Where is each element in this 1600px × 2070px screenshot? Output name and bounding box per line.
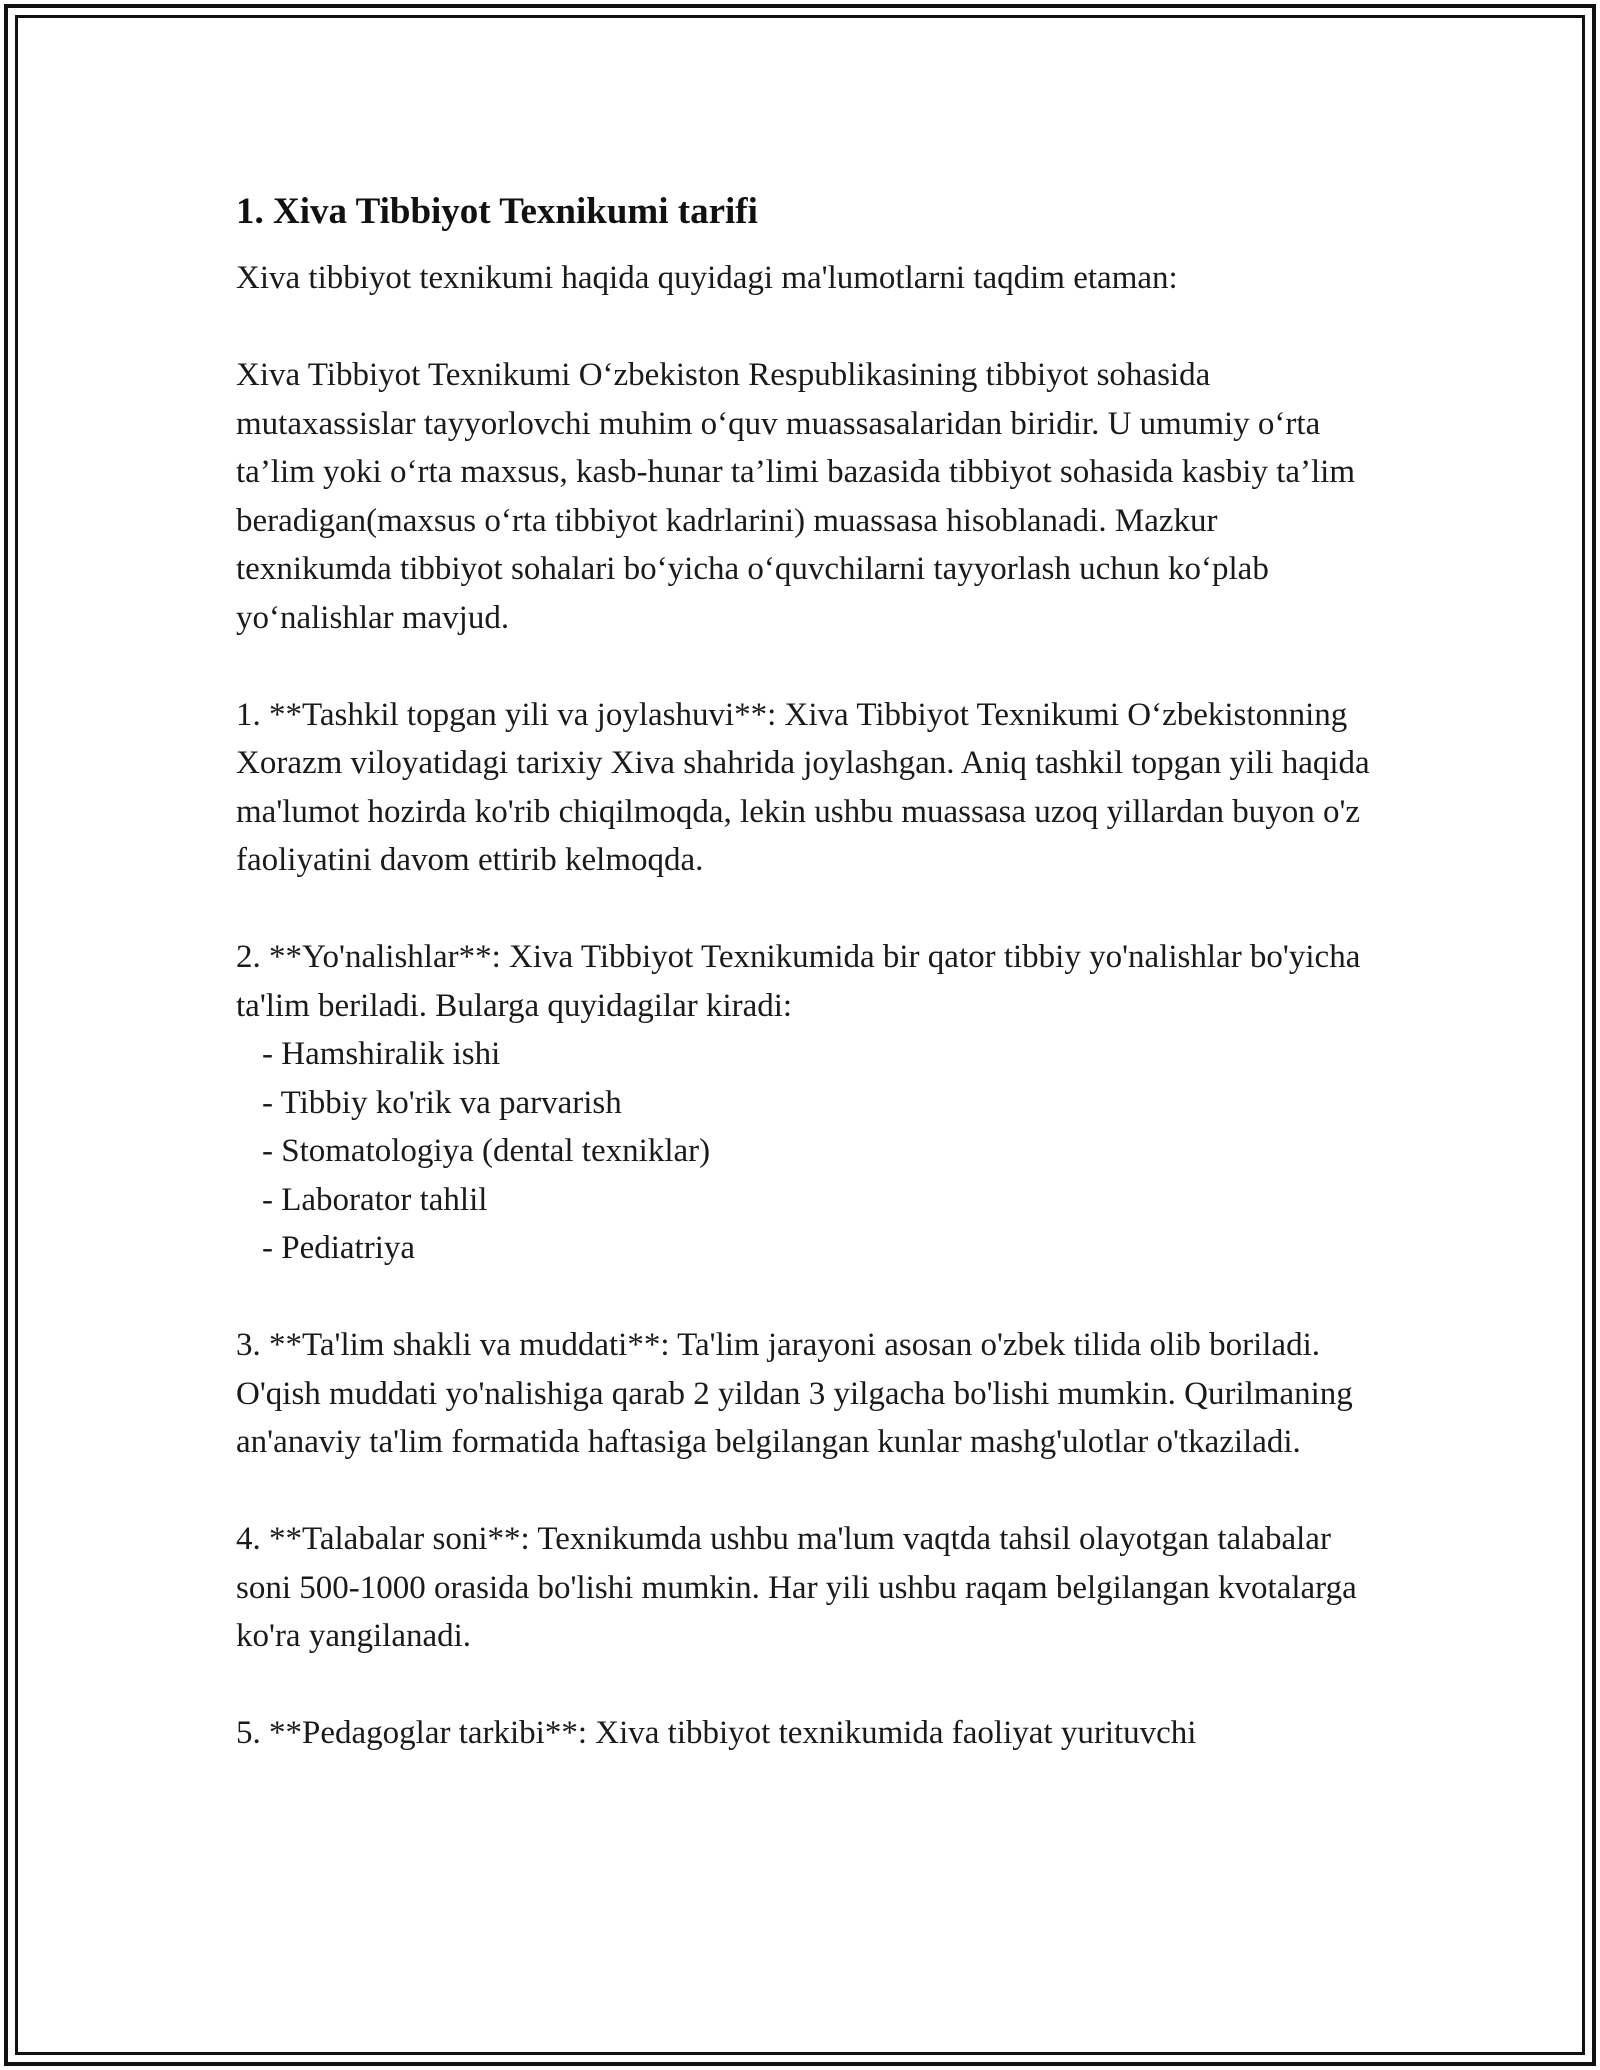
list-item: - Tibbiy ko'rik va parvarish xyxy=(262,1084,622,1121)
section-teaching-staff: 5. **Pedagoglar tarkibi**: Xiva tibbiyot texnikumida faoliyat yurituvchi xyxy=(236,1715,1197,1751)
list-item: - Laborator tahlil xyxy=(262,1181,488,1218)
list-item: - Stomatologiya (dental texniklar) xyxy=(262,1133,711,1169)
paragraph-gap xyxy=(236,642,1376,691)
intro-paragraph: Xiva tibbiyot texnikumi haqida quyidagi ma'lumotlarni taqdim etaman: xyxy=(236,260,1178,296)
document-heading: 1. Xiva Tibbiyot Texnikumi tarifi xyxy=(236,191,758,232)
paragraph-gap xyxy=(236,1467,1376,1516)
document-body xyxy=(236,186,1376,1758)
list-item: - Hamshiralik ishi xyxy=(262,1036,501,1072)
paragraph-gap xyxy=(236,1661,1376,1710)
list-item: - Pediatriya xyxy=(262,1230,416,1266)
section-directions: 2. **Yo'nalishlar**: Xiva Tibbiyot Texnikumida bir qator tibbiy yo'nalishlar bo'yicha ta'lim beriladi. Bularga quyidagilar kiradi: xyxy=(236,939,1361,1024)
section-location: 1. **Tashkil topgan yili va joylashuvi**: Xiva Tibbiyot Texnikumi O‘zbekistonning Xorazm viloyatidagi tarixiy Xiva shahrida joylashgan. Aniq tashkil topgan yili haqida ma'lumot hozirda ko'rib chiqilmoqda, lekin ushbu muassasa uzoq yillardan buyon o'z faoliyatini davom ettirib kelmoqda. xyxy=(236,696,1370,878)
section-student-count: 4. **Talabalar soni**: Texnikumda ushbu ma'lum vaqtda tahsil olayotgan talabalar soni 500-1000 orasida bo'lishi mumkin. Har yili ushbu raqam belgilangan kvotalarga ko'ra yangilanadi. xyxy=(236,1521,1357,1654)
overview-paragraph: Xiva Tibbiyot Texnikumi O‘zbekiston Respublikasining tibbiyot sohasida mutaxassislar tayyorlovchi muhim o‘quv muassasalaridan biridir. U umumiy o‘rta ta’lim yoki o‘rta maxsus, kasb-hunar ta’limi bazasida tibbiyot sohasida kasbiy ta’lim beradigan(maxsus o‘rta tibbiyot kadrlarini) muassasa hisoblanadi. Mazkur texnikumda tibbiyot sohalari bo‘yicha o‘quvchilarni tayyorlash uchun ko‘plab yo‘nalishlar mavjud. xyxy=(236,357,1356,636)
paragraph-gap xyxy=(236,303,1376,352)
paragraph-gap xyxy=(236,1273,1376,1322)
paragraph-gap xyxy=(236,885,1376,934)
section-education-form: 3. **Ta'lim shakli va muddati**: Ta'lim jarayoni asosan o'zbek tilida olib boriladi. O'qish muddati yo'nalishiga qarab 2 yildan 3 yilgacha bo'lishi mumkin. Qurilmaning an'anaviy ta'lim formatida haftasiga belgilangan kunlar mashg'ulotlar o'tkaziladi. xyxy=(236,1327,1353,1460)
